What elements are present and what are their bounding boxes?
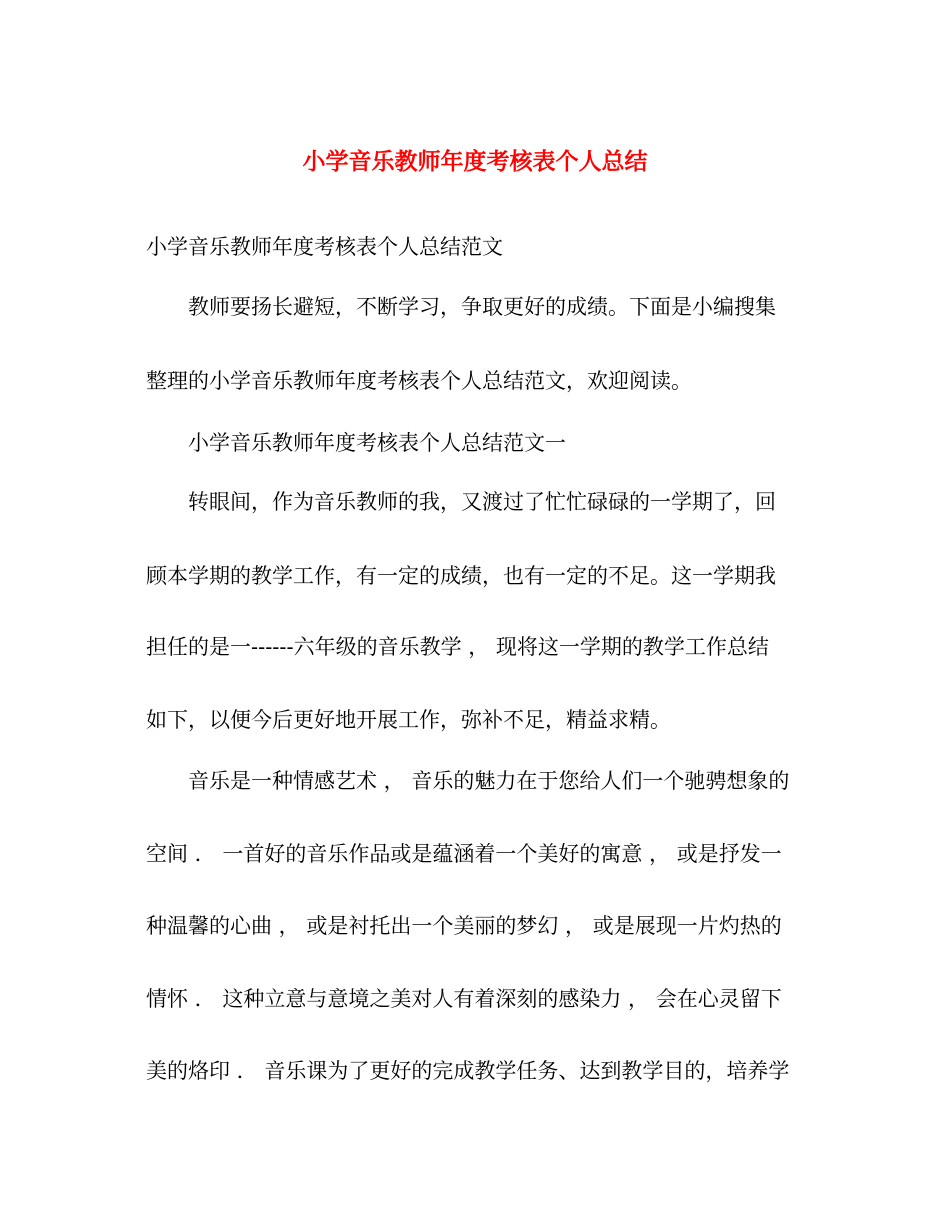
paragraph-line: 教师要扬长避短，不断学习，争取更好的成绩。下面是小编搜集: [188, 295, 776, 319]
subtitle-line: 小学音乐教师年度考核表个人总结范文: [146, 235, 503, 259]
section-heading-line: 小学音乐教师年度考核表个人总结范文一: [188, 431, 566, 455]
paragraph-line: 情怀 ． 这种立意与意境之美对人有着深刻的感染力 ， 会在心灵留下: [146, 987, 782, 1011]
paragraph-line: 如下，以便今后更好地开展工作，弥补不足，精益求精。: [146, 708, 671, 732]
paragraph-line: 种温馨的心曲 ， 或是衬托出一个美丽的梦幻 ， 或是展现一片灼热的: [146, 914, 782, 938]
paragraph-line: 美的烙印 ． 音乐课为了更好的完成教学任务、达到教学目的，培养学: [146, 1059, 790, 1083]
paragraph-line: 担任的是一------六年级的音乐教学 ， 现将这一学期的教学工作总结: [146, 635, 769, 659]
document-title: 小学音乐教师年度考核表个人总结: [302, 148, 648, 175]
paragraph-line: 空间 ． 一首好的音乐作品或是蕴涵着一个美好的寓意 ， 或是抒发一: [146, 842, 782, 866]
paragraph-line: 整理的小学音乐教师年度考核表个人总结范文，欢迎阅读。: [146, 369, 692, 393]
paragraph-line: 音乐是一种情感艺术 ， 音乐的魅力在于您给人们一个驰骋想象的: [188, 769, 790, 793]
paragraph-line: 顾本学期的教学工作，有一定的成绩，也有一定的不足。这一学期我: [146, 564, 776, 588]
paragraph-line: 转眼间，作为音乐教师的我，又渡过了忙忙碌碌的一学期了，回: [188, 490, 776, 514]
